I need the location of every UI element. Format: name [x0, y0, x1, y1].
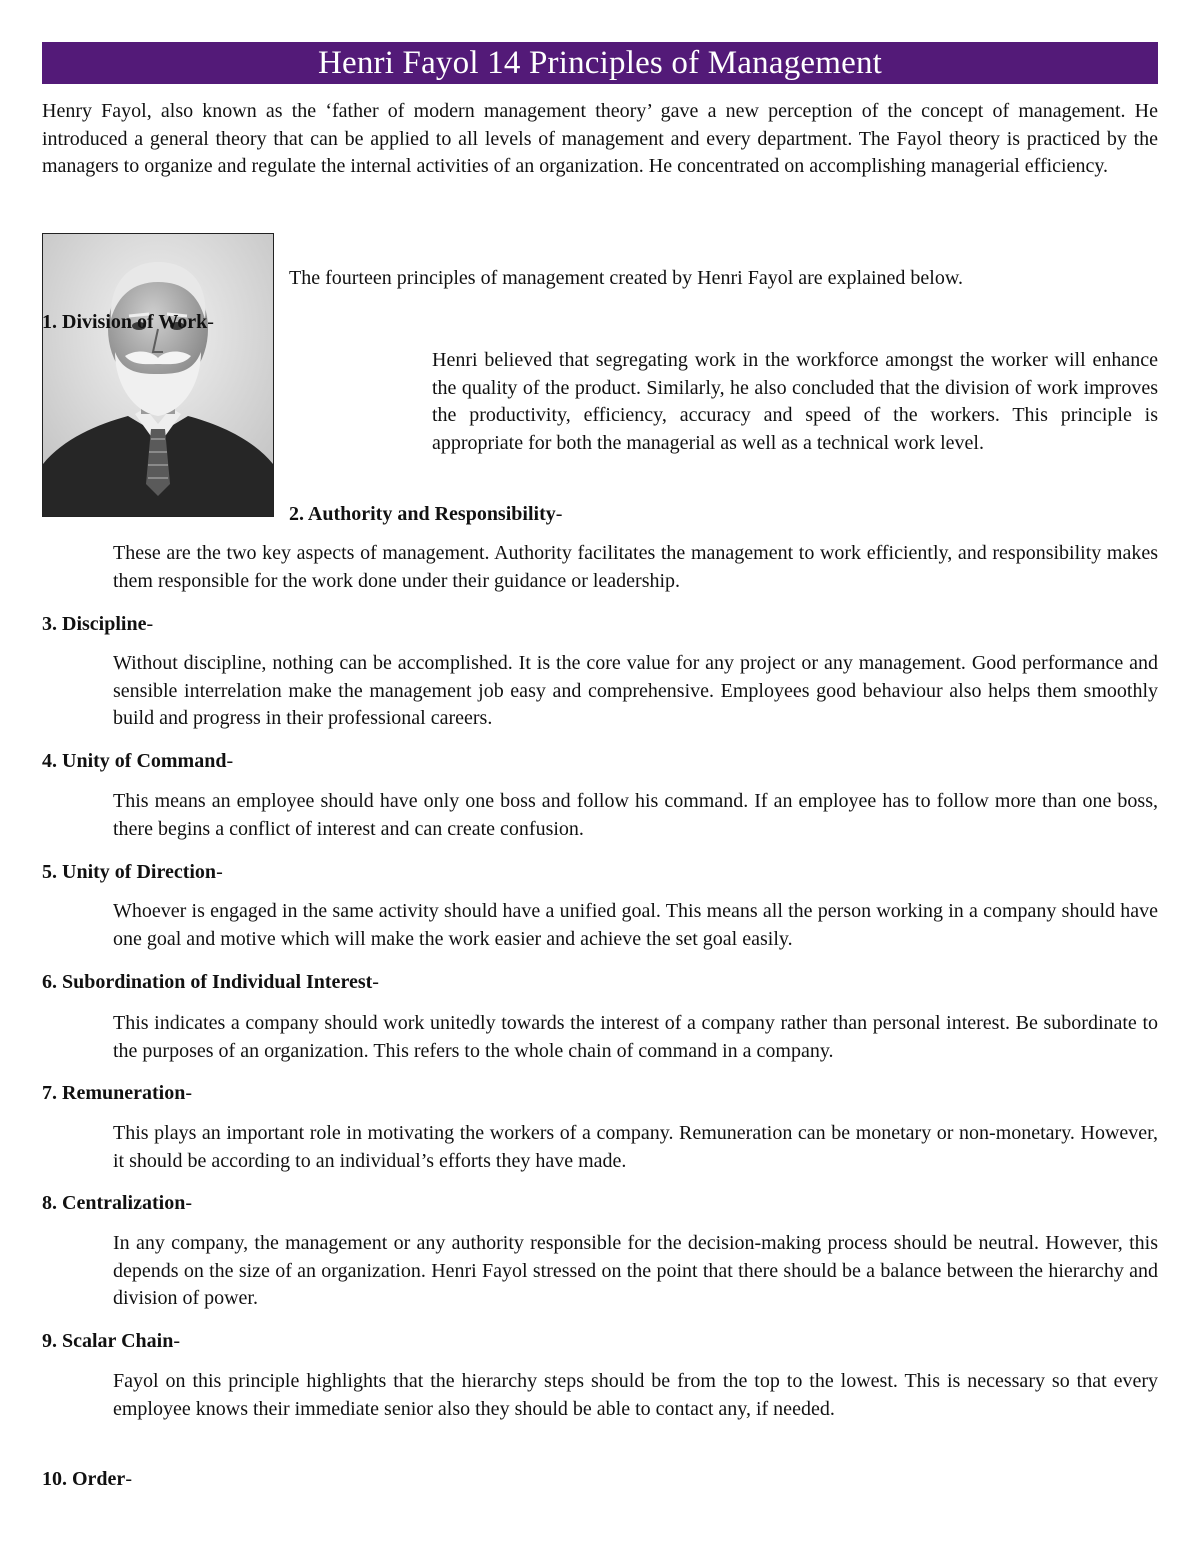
section-body: This means an employee should have only one boss and follow his command. If an employee has to follow more than one boss, there begins a conflict of interest and can create confusion.: [113, 790, 1158, 840]
page-title: Henri Fayol 14 Principles of Management: [42, 42, 1158, 84]
section-heading: [42, 1079, 192, 1107]
heading-dash: -: [555, 503, 563, 525]
section-body: Fayol on this principle highlights that the hierarchy steps should be from the top to the lowest. This is necessary so that every employee knows their immediate senior also they should be able to contact any, if needed.: [113, 1370, 1158, 1420]
heading-dash: -: [226, 750, 234, 772]
section-heading: [42, 308, 214, 336]
heading-text: 10. Order: [42, 1468, 126, 1490]
heading-dash: -: [185, 1082, 192, 1104]
section-body: In any company, the management or any authority responsible for the decision-making process should be neutral. However, this depends on the size of an organization. Henri Fayol stressed on the point that there should be a balance between the hierarchy and division of power.: [113, 1232, 1158, 1309]
section-body: Without discipline, nothing can be accomplished. It is the core value for any project or any management. Good performance and sensible interrelation make the management job easy and comprehensive. Employees good behaviour also helps them smoothly build and progress in their professional careers.: [113, 652, 1158, 729]
heading-dash: -: [216, 861, 223, 883]
heading-dash: -: [185, 1192, 192, 1214]
heading-text: 4. Unity of Command: [42, 750, 227, 772]
section-heading: [42, 968, 379, 996]
section-body: Henri believed that segregating work in the workforce amongst the worker will enhance the quality of the product. Similarly, he also concluded that the division of work improves the productivity, efficiency, accuracy and speed of the workers. This principle is appropriate for both the managerial as well as a technical work level.: [432, 349, 1158, 454]
section-heading: [42, 858, 223, 886]
section-heading: [42, 1189, 192, 1217]
section-heading: [42, 747, 233, 775]
heading-text: 6. Subordination of Individual Interest: [42, 971, 373, 993]
heading-text: 9. Scalar Chain: [42, 1330, 174, 1352]
section-body: This indicates a company should work unitedly towards the interest of a company rather than personal interest. Be subordinate to the purposes of an organization. This refers to the whole chain of command in a company.: [113, 1012, 1158, 1062]
heading-dash: -: [207, 311, 214, 333]
section-heading: [42, 1465, 132, 1493]
section-heading: [289, 500, 562, 528]
heading-dash: -: [125, 1468, 132, 1490]
intro-paragraph: Henry Fayol, also known as the ‘father of modern management theory’ gave a new perception of the concept of management. He introduced a general theory that can be applied to all levels of management and every department. The Fayol theory is practiced by the managers to organize and regulate the internal activities of an organization. He concentrated on accomplishing managerial efficiency.: [42, 100, 1158, 177]
section-heading: [42, 1327, 180, 1355]
section-body: This plays an important role in motivating the workers of a company. Remuneration can be monetary or non-monetary. However, it should be according to an individual’s efforts they have made.: [113, 1122, 1158, 1172]
heading-text: 8. Centralization: [42, 1192, 186, 1214]
heading-dash: -: [372, 971, 379, 993]
principles-lead: The fourteen principles of management created by Henri Fayol are explained below.: [289, 267, 963, 289]
heading-text: 3. Discipline: [42, 613, 147, 635]
heading-text: 1. Division of Work: [42, 311, 208, 333]
heading-dash: -: [173, 1330, 180, 1352]
section-body: These are the two key aspects of management. Authority facilitates the management to work efficiently, and responsibility makes them responsible for the work done under their guidance or leadership.: [113, 542, 1158, 592]
heading-text: 2. Authority and Responsibility: [289, 503, 556, 525]
portrait-photo-icon: [42, 233, 274, 517]
heading-text: 7. Remuneration: [42, 1082, 186, 1104]
section-body: Whoever is engaged in the same activity should have a unified goal. This means all the person working in a company should have one goal and motive which will make the work easier and achieve the set goal easily.: [113, 900, 1158, 950]
section-heading: [42, 610, 153, 638]
heading-dash: -: [146, 613, 154, 635]
heading-text: 5. Unity of Direction: [42, 861, 217, 883]
